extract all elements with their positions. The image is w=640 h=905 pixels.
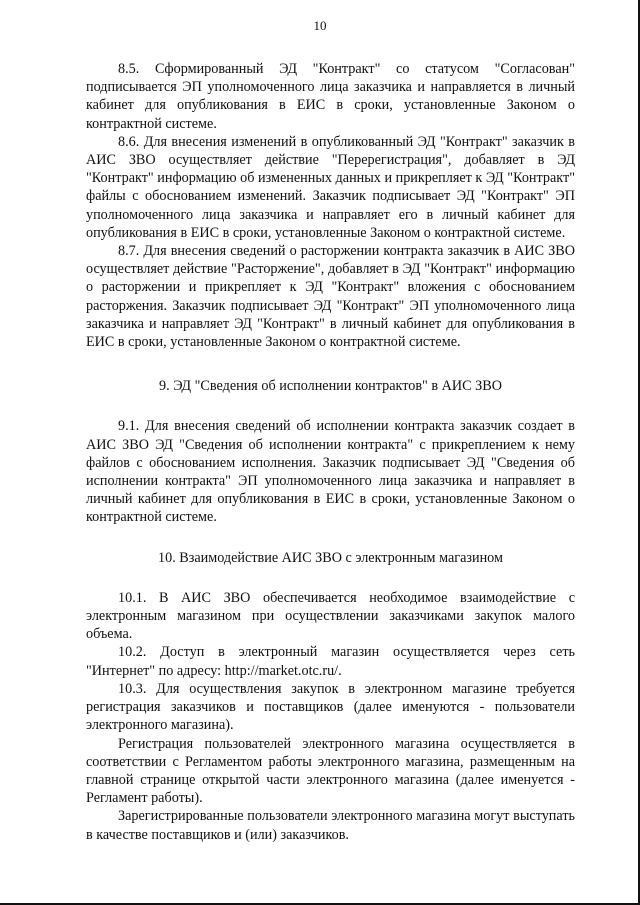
paragraph-10-1: 10.1. В АИС ЗВО обеспечивается необходимое взаимодействие с электронным магазином при осуществлении заказчиками закупок малого объема. [86, 589, 575, 643]
paragraph-8-7: 8.7. Для внесения сведений о расторжении контракта заказчик в АИС ЗВО осуществляет действие "Расторжение", добавляет в ЭД "Контракт" информацию о расторжении и прикрепляет к ЭД "Контракт" вложения с обоснованием расторжения. Заказчик подписывает ЭД "Контракт" ЭП уполномоченного лица заказчика и направляет ЭД "Контракт" в личный кабинет для опубликования в ЕИС в сроки, установленные Законом о контрактной системе. [86, 243, 575, 351]
paragraph-8-6: 8.6. Для внесения изменений в опубликованный ЭД "Контракт" заказчик в АИС ЗВО осуществляет действие "Перерегистрация", добавляет в ЭД "Контракт" информацию об измененных данных и прикрепляет к ЭД "Контракт" файлы с обоснованием изменений. Заказчик подписывает ЭД "Контракт" ЭП уполномоченного лица заказчика и направляет его в личный кабинет для опубликования в ЕИС в сроки, установленные Законом о контрактной системе. [86, 133, 575, 241]
paragraph-registration: Регистрация пользователей электронного магазина осуществляется в соответствии с Регламентом работы электронного магазина, размещенным на главной странице открытой части электронного магазина (далее именуется - Регламент работы). [86, 735, 575, 807]
paragraph-9-1: 9.1. Для внесения сведений об исполнении контракта заказчик создает в АИС ЗВО ЭД "Сведения об исполнении контракта" с прикреплением к нему файлов с обоснованием исполнения. Заказчик подписывает ЭД "Сведения об исполнении контракта" ЭП уполномоченного лица заказчика и направляет в личный кабинет для опубликования в ЕИС в сроки, установленные Законом о контрактной системе. [86, 418, 575, 526]
paragraph-8-5: 8.5. Сформированный ЭД "Контракт" со статусом "Согласован" подписывается ЭП уполномоченного лица заказчика и направляется в личный кабинет для опубликования в ЕИС в сроки, установленные Законом о контрактной системе. [86, 61, 575, 132]
section-10-heading: 10. Взаимодействие АИС ЗВО с электронным магазином [158, 549, 503, 566]
section-9-heading: 9. ЭД "Сведения об исполнении контрактов" в АИС ЗВО [159, 378, 502, 395]
document-body [86, 60, 575, 844]
paragraph-10-2: 10.2. Доступ в электронный магазин осуществляется через сеть "Интернет" по адресу: http://market.otc.ru/. [86, 644, 575, 679]
page-number: 10 [313, 18, 327, 33]
paragraph-10-3: 10.3. Для осуществления закупок в электронном магазине требуется регистрация заказчиков и поставщиков (далее именуются - пользователи электронного магазина). [86, 680, 575, 734]
paragraph-registered-users: Зарегистрированные пользователи электронного магазина могут выступать в качестве поставщиков и (или) заказчиков. [86, 808, 575, 843]
